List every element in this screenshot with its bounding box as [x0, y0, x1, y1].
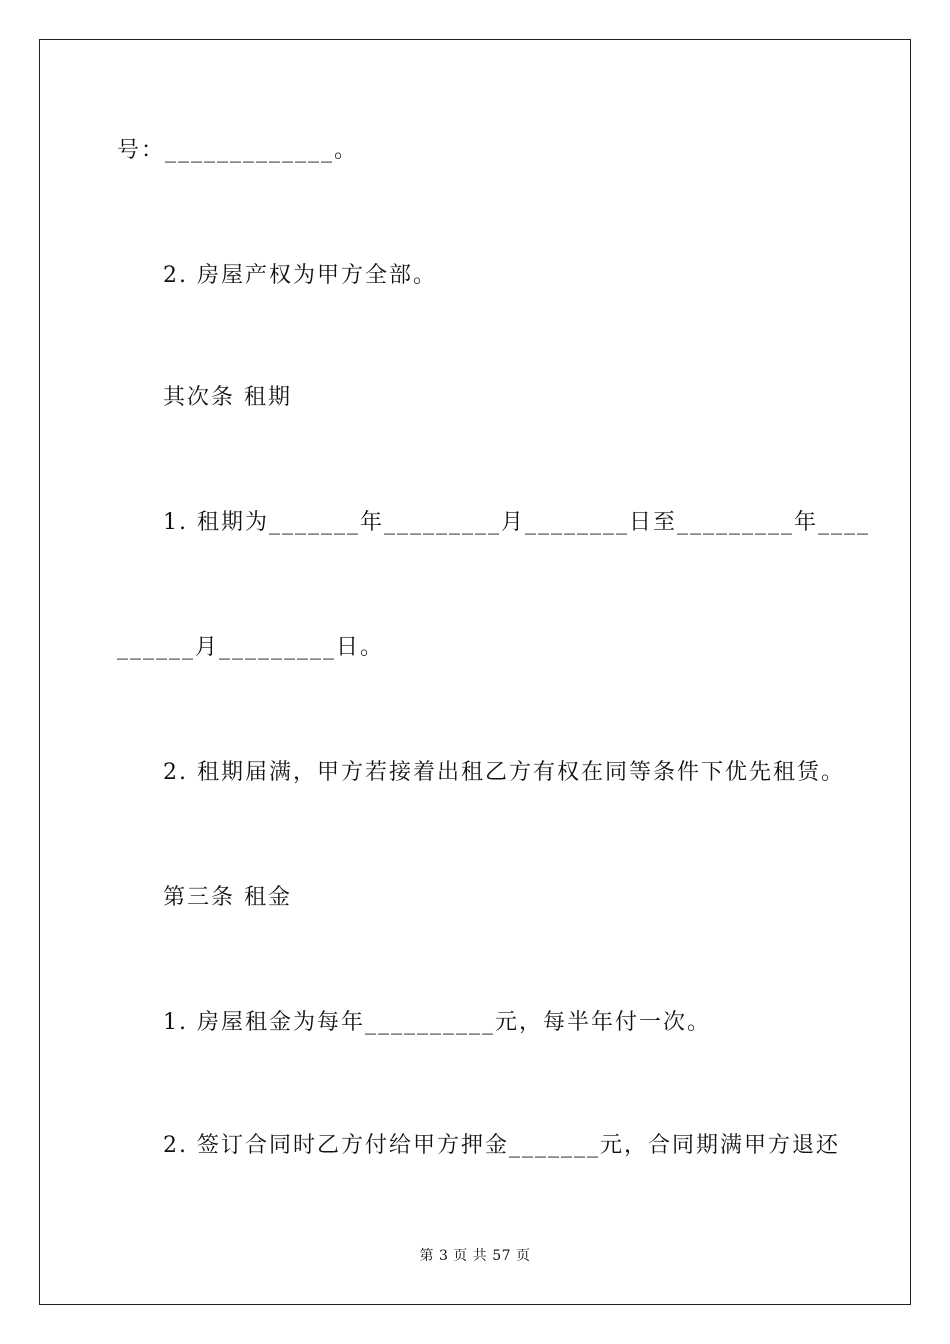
text-line-property-right: 2. 房屋产权为甲方全部。 [163, 263, 437, 288]
text-line-lease-period-cont: ______月_________日。 [117, 635, 385, 660]
text-line-lease-period: 1. 租期为_______年_________月________日至_________年____ [163, 510, 870, 535]
section-heading-lease-term: 其次条 租期 [163, 385, 292, 410]
text-line-house-number: 号：_____________。 [117, 138, 359, 163]
text-line-deposit: 2. 签订合同时乙方付给甲方押金_______元，合同期满甲方退还 [163, 1133, 840, 1158]
page-frame [39, 39, 911, 1305]
text-line-lease-renewal: 2. 租期届满，甲方若接着出租乙方有权在同等条件下优先租赁。 [163, 760, 845, 785]
page-footer: 第 3 页 共 57 页 [419, 1248, 531, 1264]
text-line-annual-rent: 1. 房屋租金为每年__________元，每半年付一次。 [163, 1010, 711, 1035]
section-heading-rent: 第三条 租金 [163, 885, 292, 910]
